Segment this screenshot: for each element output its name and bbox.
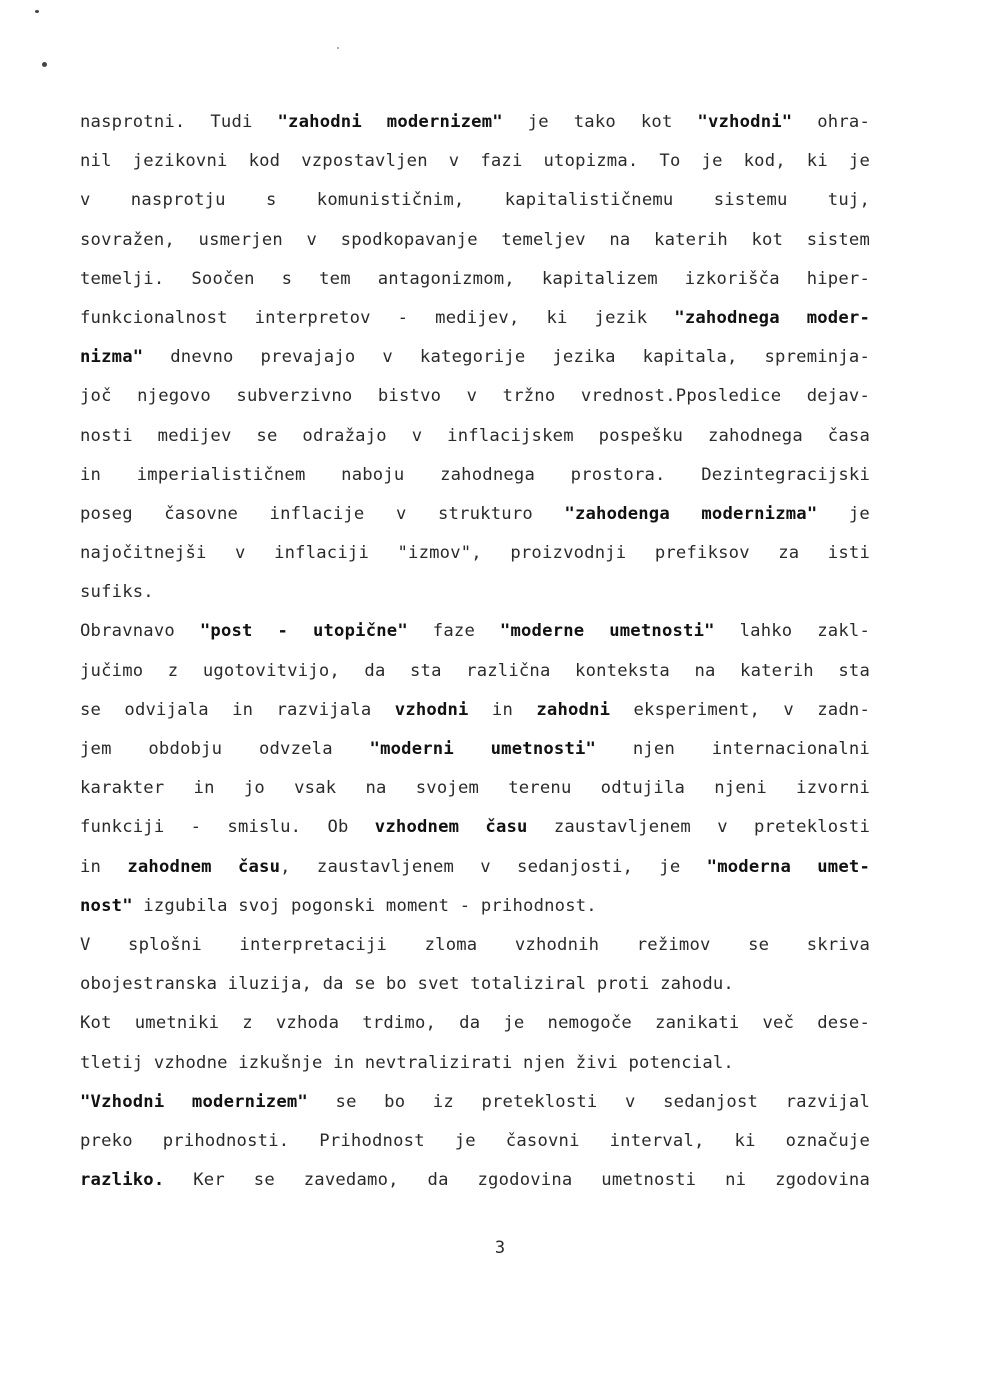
text-segment: preko prihodnosti. Prihodnost je časovni interval, ki označuje (80, 1130, 870, 1151)
text-segment: temelji. Soočen s tem antagonizmom, kapitalizem izkorišča hiper- (80, 268, 870, 289)
text-segment: sovražen, usmerjen v spodkopavanje temeljev na katerih kot sistem (80, 229, 870, 250)
text-segment: njen internacionalni (596, 739, 870, 759)
text-segment: sufiks. (80, 582, 154, 603)
text-segment: jem obdobju odvzela (80, 739, 370, 759)
text-line (80, 377, 870, 416)
text-segment: jučimo z ugotovitvijo, da sta različna konteksta na katerih sta (80, 660, 870, 681)
bold-phrase: "moderne umetnosti" (499, 621, 715, 642)
bold-phrase: vzhodnem času (374, 817, 528, 838)
text-line (80, 808, 870, 847)
text-segment: in (468, 699, 537, 720)
text-line (80, 260, 870, 299)
text-line (80, 338, 870, 377)
text-line (80, 730, 870, 769)
text-segment: se bo iz preteklosti v sedanjost razvijal (307, 1091, 870, 1112)
body-text (80, 103, 870, 1200)
text-segment: je tako kot (502, 112, 698, 132)
text-segment: v nasprotju s komunističnim, kapitalističnemu sistemu tuj, (80, 190, 870, 211)
text-segment: V splošni interpretaciji zloma vzhodnih režimov se skriva (80, 934, 870, 955)
text-segment: funkcionalnost interpretov - medijev, ki jezik (80, 307, 675, 328)
text-line (80, 691, 870, 730)
text-line (80, 848, 870, 887)
bold-phrase: vzhodni (394, 699, 469, 720)
text-line (80, 965, 870, 1004)
text-segment: in imperialističnem naboju zahodnega prostora. Dezintegracijski (80, 464, 870, 485)
text-line (80, 142, 870, 181)
bold-phrase: "zahodni modernizem" (277, 112, 503, 132)
text-line (80, 652, 870, 691)
bold-phrase: razliko. (80, 1170, 165, 1191)
text-segment: poseg časovne inflacije v strukturo (80, 503, 565, 524)
text-segment: lahko zakl- (714, 621, 870, 642)
bold-phrase: "post - utopične" (199, 621, 408, 642)
page-number: 3 (494, 1238, 506, 1258)
text-segment: je (817, 503, 870, 524)
text-segment: izgubila svoj pogonski moment - prihodnost. (132, 895, 597, 916)
text-line (80, 221, 870, 260)
bold-phrase: "vzhodni" (697, 112, 793, 132)
text-line (80, 887, 870, 926)
text-line (80, 1161, 870, 1200)
text-segment: in (80, 856, 128, 877)
text-segment: Obravnavo (80, 621, 200, 642)
text-line (80, 1083, 870, 1122)
text-line (80, 1044, 870, 1083)
bold-phrase: "zahodnega moder- (674, 307, 870, 328)
scan-speck (35, 10, 39, 13)
text-line (80, 573, 870, 612)
text-segment: funkciji - smislu. Ob (80, 817, 375, 838)
text-segment: eksperiment, v zadn- (610, 699, 870, 720)
text-segment: joč njegovo subverzivno bistvo v tržno vrednost.Pposledice dejav- (80, 386, 870, 407)
bold-phrase: nizma" (80, 347, 144, 368)
bold-phrase: nost" (80, 895, 133, 916)
text-segment: nasprotni. Tudi (80, 112, 278, 132)
bold-phrase: zahodni (536, 699, 611, 720)
text-segment: zaustavljenem v preteklosti (527, 817, 870, 838)
text-line (80, 534, 870, 573)
bold-phrase: "Vzhodni modernizem" (80, 1091, 308, 1112)
text-segment: , zaustavljenem v sedanjosti, je (280, 856, 707, 877)
text-line (80, 1004, 870, 1043)
scan-speck (42, 62, 47, 67)
text-line (80, 612, 870, 651)
text-segment: obojestranska iluzija, da se bo svet totaliziral proti zahodu. (80, 974, 734, 995)
text-segment: nosti medijev se odražajo v inflacijskem pospešku zahodnega časa (80, 425, 870, 446)
text-segment: faze (407, 621, 500, 642)
text-segment: Kot umetniki z vzhoda trdimo, da je nemogoče zanikati več dese- (80, 1013, 870, 1034)
text-line (80, 103, 870, 142)
text-line (80, 181, 870, 220)
text-segment: karakter in jo vsak na svojem terenu odtujila njeni izvorni (80, 778, 870, 799)
text-line (80, 456, 870, 495)
bold-phrase: "zahodenga modernizma" (564, 503, 818, 524)
bold-phrase: "moderni umetnosti" (369, 739, 597, 759)
text-segment: ohra- (792, 112, 870, 132)
text-line (80, 926, 870, 965)
bold-phrase: zahodnem času (127, 856, 281, 877)
text-segment: dnevno prevajajo v kategorije jezika kapitala, spreminja- (143, 347, 870, 368)
text-segment: nil jezikovni kod vzpostavljen v fazi utopizma. To je kod, ki je (80, 151, 870, 172)
text-line (80, 1122, 870, 1161)
text-segment: tletij vzhodne izkušnje in nevtralizirati njen živi potencial. (80, 1052, 734, 1073)
text-segment: najočitnejši v inflaciji "izmov", proizvodnji prefiksov za isti (80, 543, 870, 564)
text-segment: Ker se zavedamo, da zgodovina umetnosti ni zgodovina (164, 1170, 870, 1191)
text-segment: se odvijala in razvijala (80, 699, 395, 720)
text-line (80, 495, 870, 534)
text-line (80, 417, 870, 456)
text-line (80, 299, 870, 338)
bold-phrase: "moderna umet- (706, 856, 870, 877)
text-line (80, 769, 870, 808)
scan-speck (337, 47, 339, 49)
